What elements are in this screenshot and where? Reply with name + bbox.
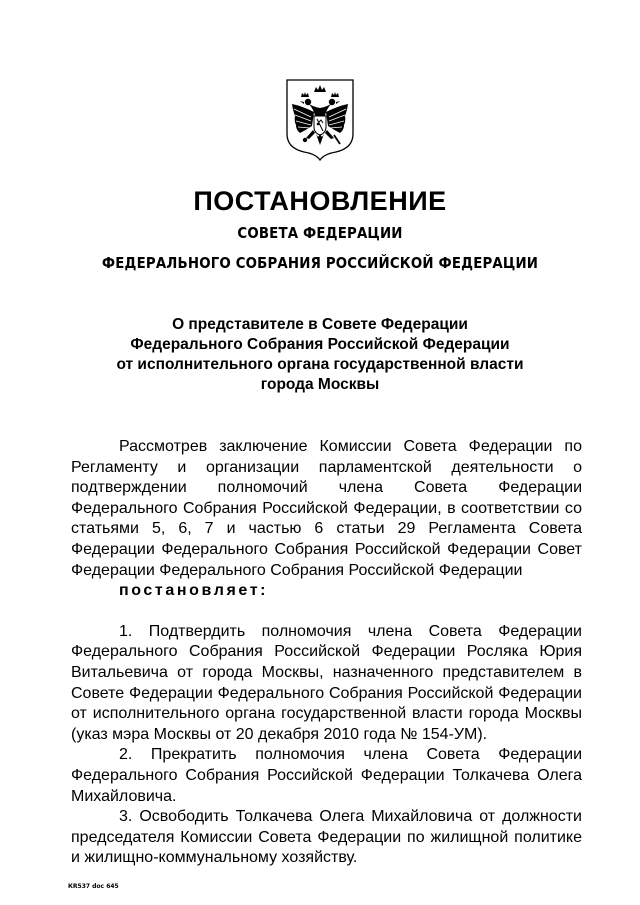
coat-of-arms-icon: [284, 78, 356, 162]
heading-line2: Федерального Собрания Российской Федерации: [130, 336, 510, 353]
document-subtitle-line1: СОВЕТА ФЕДЕРАЦИИ: [237, 224, 403, 242]
item-2-paragraph: 2. Прекратить полномочия члена Совета Федерации Федерального Собрания Российской Федерации Толкачева Олега Михайловича.: [71, 746, 582, 805]
heading-line4: города Москвы: [260, 376, 380, 393]
document-title: ПОСТАНОВЛЕНИЕ: [193, 186, 447, 216]
preamble-paragraph: [71, 437, 582, 602]
item-3-paragraph: 3. Освободить Толкачева Олега Михайловича от должности председателя Комиссии Совета Федерации по жилищной политике и жилищно-коммунальному хозяйству.: [71, 808, 582, 867]
document-subtitle-line2: ФЕДЕРАЛЬНОГО СОБРАНИЯ РОССИЙСКОЙ ФЕДЕРАЦИИ: [101, 254, 539, 272]
resolution-body: [71, 437, 582, 869]
footer-doc-code: КR537 doc 645: [68, 883, 119, 890]
item-1-paragraph: 1. Подтвердить полномочия члена Совета Федерации Федерального Собрания Российской Федерации Росляка Юрия Витальевича от города Москвы, назначенного представителем в Совете Федерации Федерального Собрания Российской Федерации от исполнительного органа государственной власти города Москвы (указ мэра Москвы от 20 декабря 2010 года № 154-УМ).: [71, 622, 582, 743]
resolution-heading: [0, 315, 640, 395]
resolves-word: постановляет:: [119, 582, 269, 600]
heading-line3: от исполнительного органа государственной власти: [116, 356, 524, 373]
preamble-text: Рассмотрев заключение Комиссии Совета Федерации по Регламенту и организации парламентской деятельности о подтверждении полномочий члена Совета Федерации Федерального Собрания Российской Федерации, в соответствии со статьями 5, 6, 7 и частью 6 статьи 29 Регламента Совета Федерации Федерального Собрания Российской Федерации Совет Федерации Федерального Собрания Российской Федерации: [71, 438, 582, 579]
heading-line1: О представителе в Совете Федерации: [172, 316, 468, 333]
